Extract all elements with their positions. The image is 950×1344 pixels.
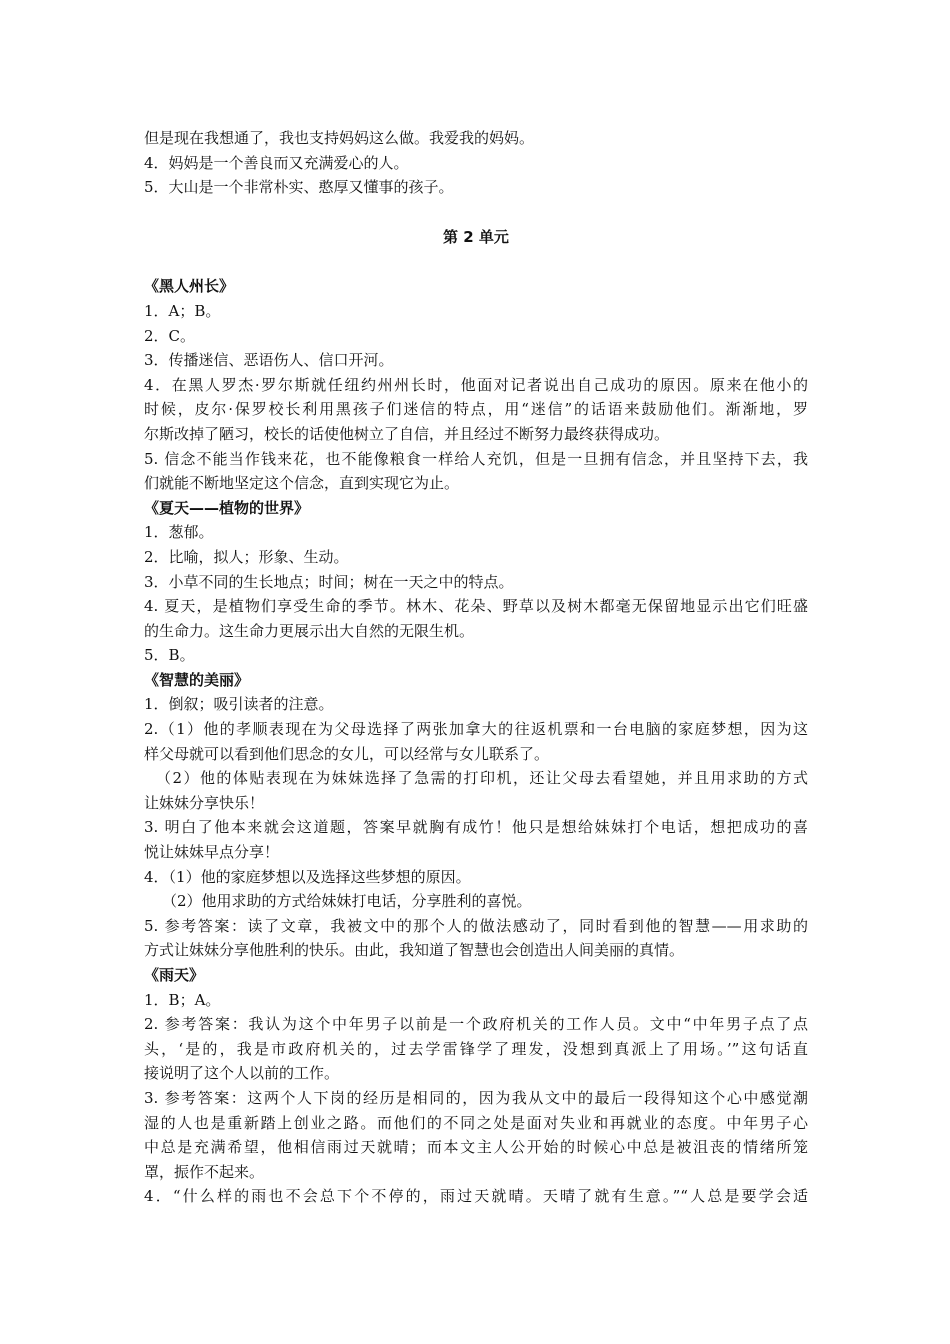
text-line: 悦让妹妹早点分享！ (144, 843, 280, 862)
unit-title: 第 2 单元 (443, 227, 509, 246)
text-line: 4．“什么样的雨也不会总下个不停的，雨过天就晴。天晴了就有生意。”“人总是要学会适 (144, 1187, 808, 1206)
text-line: 2.（1）他的孝顺表现在为父母选择了两张加拿大的往返机票和一台电脑的家庭梦想，因为这 (144, 720, 808, 739)
text-line: 1．倒叙；吸引读者的注意。 (144, 695, 334, 714)
text-line: 3．小草不同的生长地点；时间；树在一天之中的特点。 (144, 572, 514, 591)
text-line: 5. 参考答案：读了文章，我被文中的那个人的做法感动了，同时看到他的智慧——用求助的 (144, 916, 808, 935)
text-line: 湿的人也是重新踏上创业之路。而他们的不同之处是面对失业和再就业的态度。中年男子心 (144, 1113, 808, 1132)
section-black-governor (144, 274, 808, 495)
text-line: 4．在黑人罗杰·罗尔斯就任纽约州州长时，他面对记者说出自己成功的原因。原来在他小的 (144, 375, 808, 394)
document-page (144, 126, 808, 1209)
intro-block (144, 126, 808, 200)
text-line: 中总是充满希望，他相信雨过天就晴；而本文主人公开始的时候心中总是被沮丧的情绪所笼 (144, 1138, 808, 1157)
text-line: 5．大山是一个非常朴实、憨厚又懂事的孩子。 (144, 178, 454, 197)
text-line: 2. 参考答案：我认为这个中年男子以前是一个政府机关的工作人员。文中“中年男子点了点 (144, 1015, 808, 1034)
text-line: 罩，振作不起来。 (144, 1162, 265, 1181)
text-line: 4. 夏天，是植物们享受生命的季节。林木、花朵、野草以及树木都毫无保留地显示出它们旺盛 (144, 597, 808, 616)
text-line: 尔斯改掉了陋习，校长的话使他树立了自信，并且经过不断努力最终获得成功。 (144, 424, 670, 443)
text-line: 3. 参考答案：这两个人下岗的经历是相同的，因为我从文中的最后一段得知这个心中感觉潮 (144, 1088, 808, 1107)
section-title: 《黑人州长》 (144, 277, 235, 296)
text-line: 3．传播迷信、恶语伤人、信口开河。 (144, 351, 394, 370)
text-line: 4．（1）他的家庭梦想以及选择这些梦想的原因。 (144, 867, 471, 886)
text-line: 1．A；B。 (144, 301, 221, 320)
section-title: 《智慧的美丽》 (144, 670, 250, 689)
text-line: 5. 信念不能当作钱来花，也不能像粮食一样给人充饥，但是一旦拥有信念，并且坚持下去，我 (144, 449, 808, 468)
text-line: 的生命力。这生命力更展示出大自然的无限生机。 (144, 621, 475, 640)
text-line: （2）他的体贴表现在为妹妹选择了急需的打印机，还让父母去看望她，并且用求助的方式 (156, 769, 808, 788)
text-line: 5．B。 (144, 646, 195, 665)
text-line: 接说明了这个人以前的工作。 (144, 1064, 340, 1083)
text-line: 头，‘是的，我是市政府机关的，过去学雷锋学了理发，没想到真派上了用场。’”这句话直 (144, 1039, 808, 1058)
text-line: 时候，皮尔·保罗校长利用黑孩子们迷信的特点，用“迷信”的话语来鼓励他们。渐渐地，罗 (144, 400, 808, 419)
section-title: 《夏天——植物的世界》 (144, 498, 310, 517)
text-line: 们就能不断地坚定这个信念，直到实现它为止。 (144, 474, 460, 493)
text-line: 但是现在我想通了，我也支持妈妈这么做。我爱我的妈妈。 (144, 129, 535, 147)
text-line: 2．比喻，拟人；形象、生动。 (144, 547, 349, 566)
text-line: 3. 明白了他本来就会这道题，答案早就胸有成竹！他只是想给妹妹打个电话，想把成功的喜 (144, 818, 808, 837)
section-title: 《雨天》 (144, 966, 205, 984)
text-line: 让妹妹分享快乐！ (144, 793, 265, 812)
text-line: 样父母就可以看到他们思念的女儿，可以经常与女儿联系了。 (144, 744, 550, 763)
text-line: 4．妈妈是一个善良而又充满爱心的人。 (144, 153, 409, 172)
section-rainy-day (144, 963, 808, 1209)
section-wisdom-beauty (144, 668, 808, 963)
text-line: 1．葱郁。 (144, 523, 214, 542)
text-line: 方式让妹妹分享他胜利的快乐。由此，我知道了智慧也会创造出人间美丽的真情。 (144, 941, 685, 960)
text-line: （2）他用求助的方式给妹妹打电话，分享胜利的喜悦。 (162, 892, 532, 911)
text-line: 2．C。 (144, 326, 196, 345)
section-summer-plants (144, 496, 808, 668)
text-line: 1．B；A。 (144, 990, 221, 1009)
